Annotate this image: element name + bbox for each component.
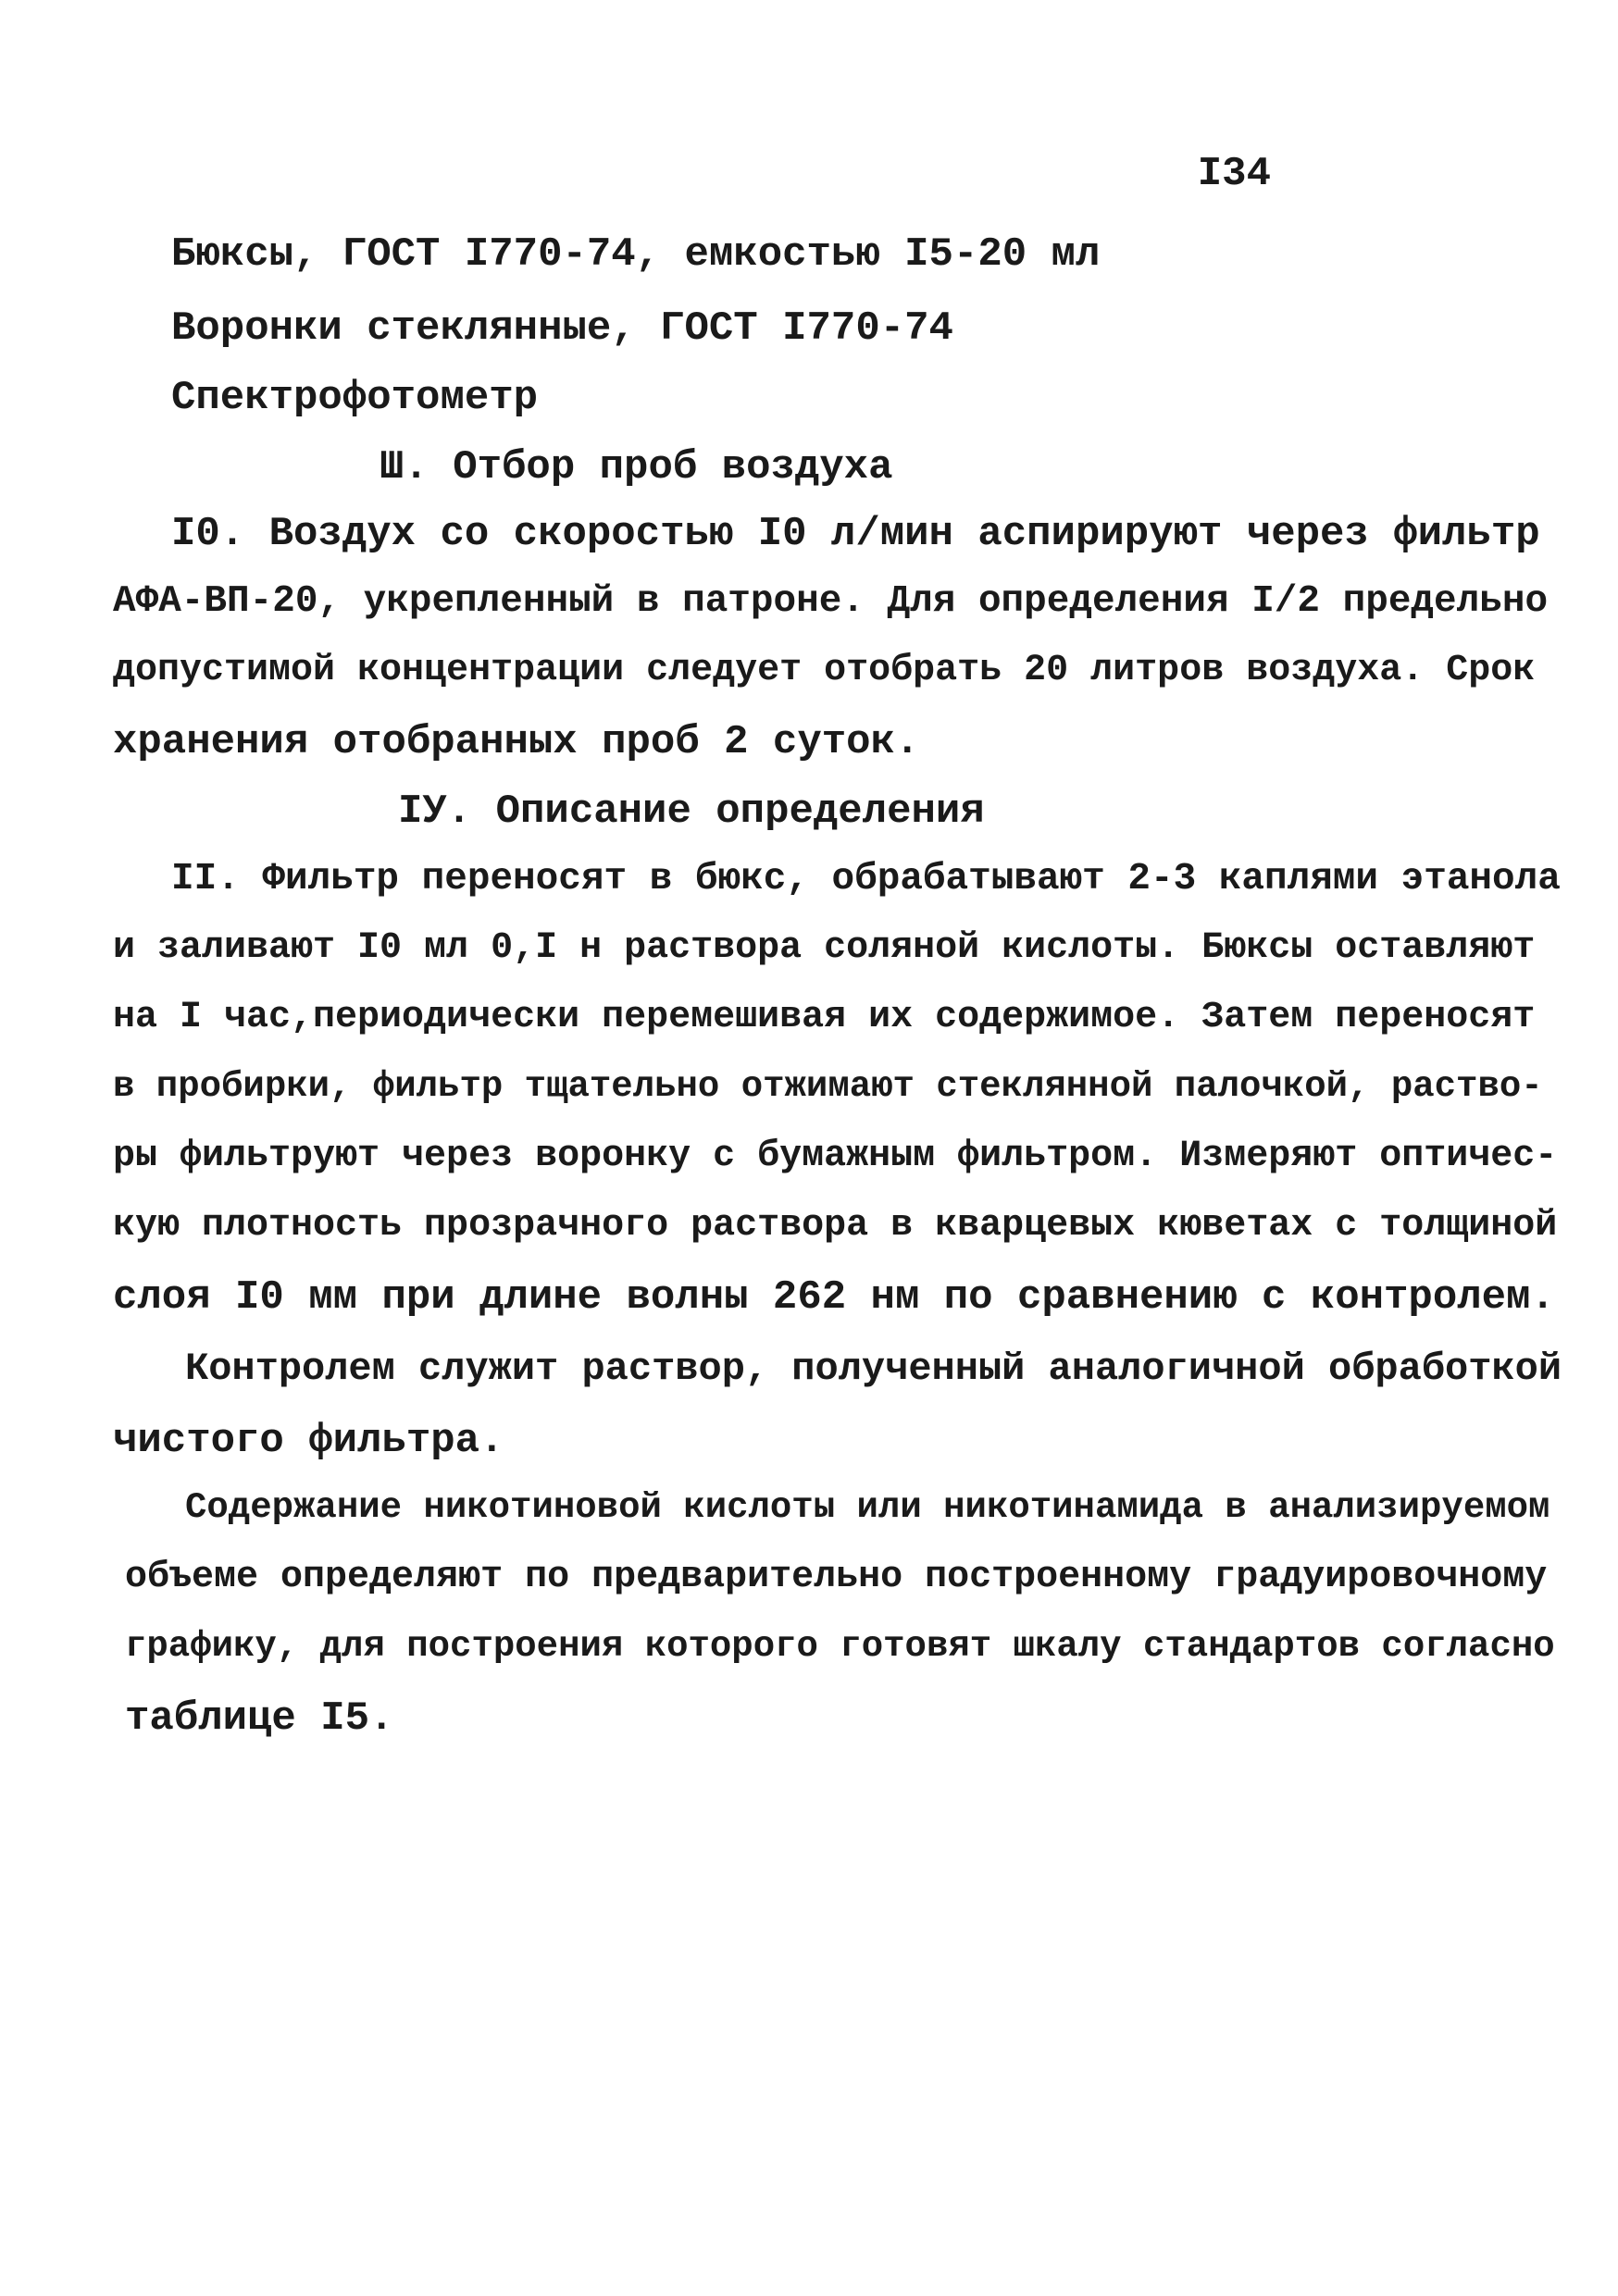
- text-line: допустимой концентрации следует отобрать 20 литров воздуха. Срок: [113, 650, 1536, 691]
- text-line: таблице I5.: [125, 1695, 394, 1742]
- text-line: слоя I0 мм при длине волны 262 нм по сравнению с контролем.: [113, 1274, 1555, 1321]
- text-line: в пробирки, фильтр тщательно отжимают стеклянной палочкой, раство-: [113, 1066, 1543, 1107]
- text-line: и заливают I0 мл 0,I н раствора соляной кислоты. Бюксы оставляют: [113, 927, 1536, 969]
- text-line: на I час,периодически перемешивая их содержимое. Затем переносят: [113, 997, 1536, 1038]
- page-number: I34: [1197, 151, 1271, 197]
- section-heading: IУ. Описание определения: [398, 788, 985, 835]
- text-line: Содержание никотиновой кислоты или никотинамида в анализируемом: [185, 1487, 1550, 1528]
- text-line: Контролем служит раствор, полученный аналогичной обработкой: [185, 1347, 1562, 1391]
- text-line: графику, для построения которого готовят шкалу стандартов согласно: [125, 1626, 1555, 1667]
- text-line: хранения отобранных проб 2 суток.: [113, 719, 920, 765]
- text-line: АФА-ВП-20, укрепленный в патроне. Для определения I/2 предельно: [113, 580, 1549, 623]
- text-line: ры фильтруют через воронку с бумажным фильтром. Измеряют оптичес-: [113, 1136, 1558, 1177]
- section-heading: Ш. Отбор проб воздуха: [380, 444, 893, 490]
- text-line: чистого фильтра.: [113, 1418, 504, 1464]
- text-line: объеме определяют по предварительно построенному градуировочному: [125, 1557, 1548, 1598]
- text-line: II. Фильтр переносят в бюкс, обрабатывают 2-3 каплями этанола: [171, 858, 1561, 900]
- text-line: I0. Воздух со скоростью I0 л/мин аспирируют через фильтр: [171, 511, 1540, 557]
- material-line: Бюксы, ГОСТ I770-74, емкостью I5-20 мл: [171, 231, 1101, 278]
- text-line: кую плотность прозрачного раствора в кварцевых кюветах с толщиной: [113, 1205, 1558, 1247]
- material-line: Воронки стеклянные, ГОСТ I770-74: [171, 305, 953, 352]
- material-line: Спектрофотометр: [171, 375, 539, 421]
